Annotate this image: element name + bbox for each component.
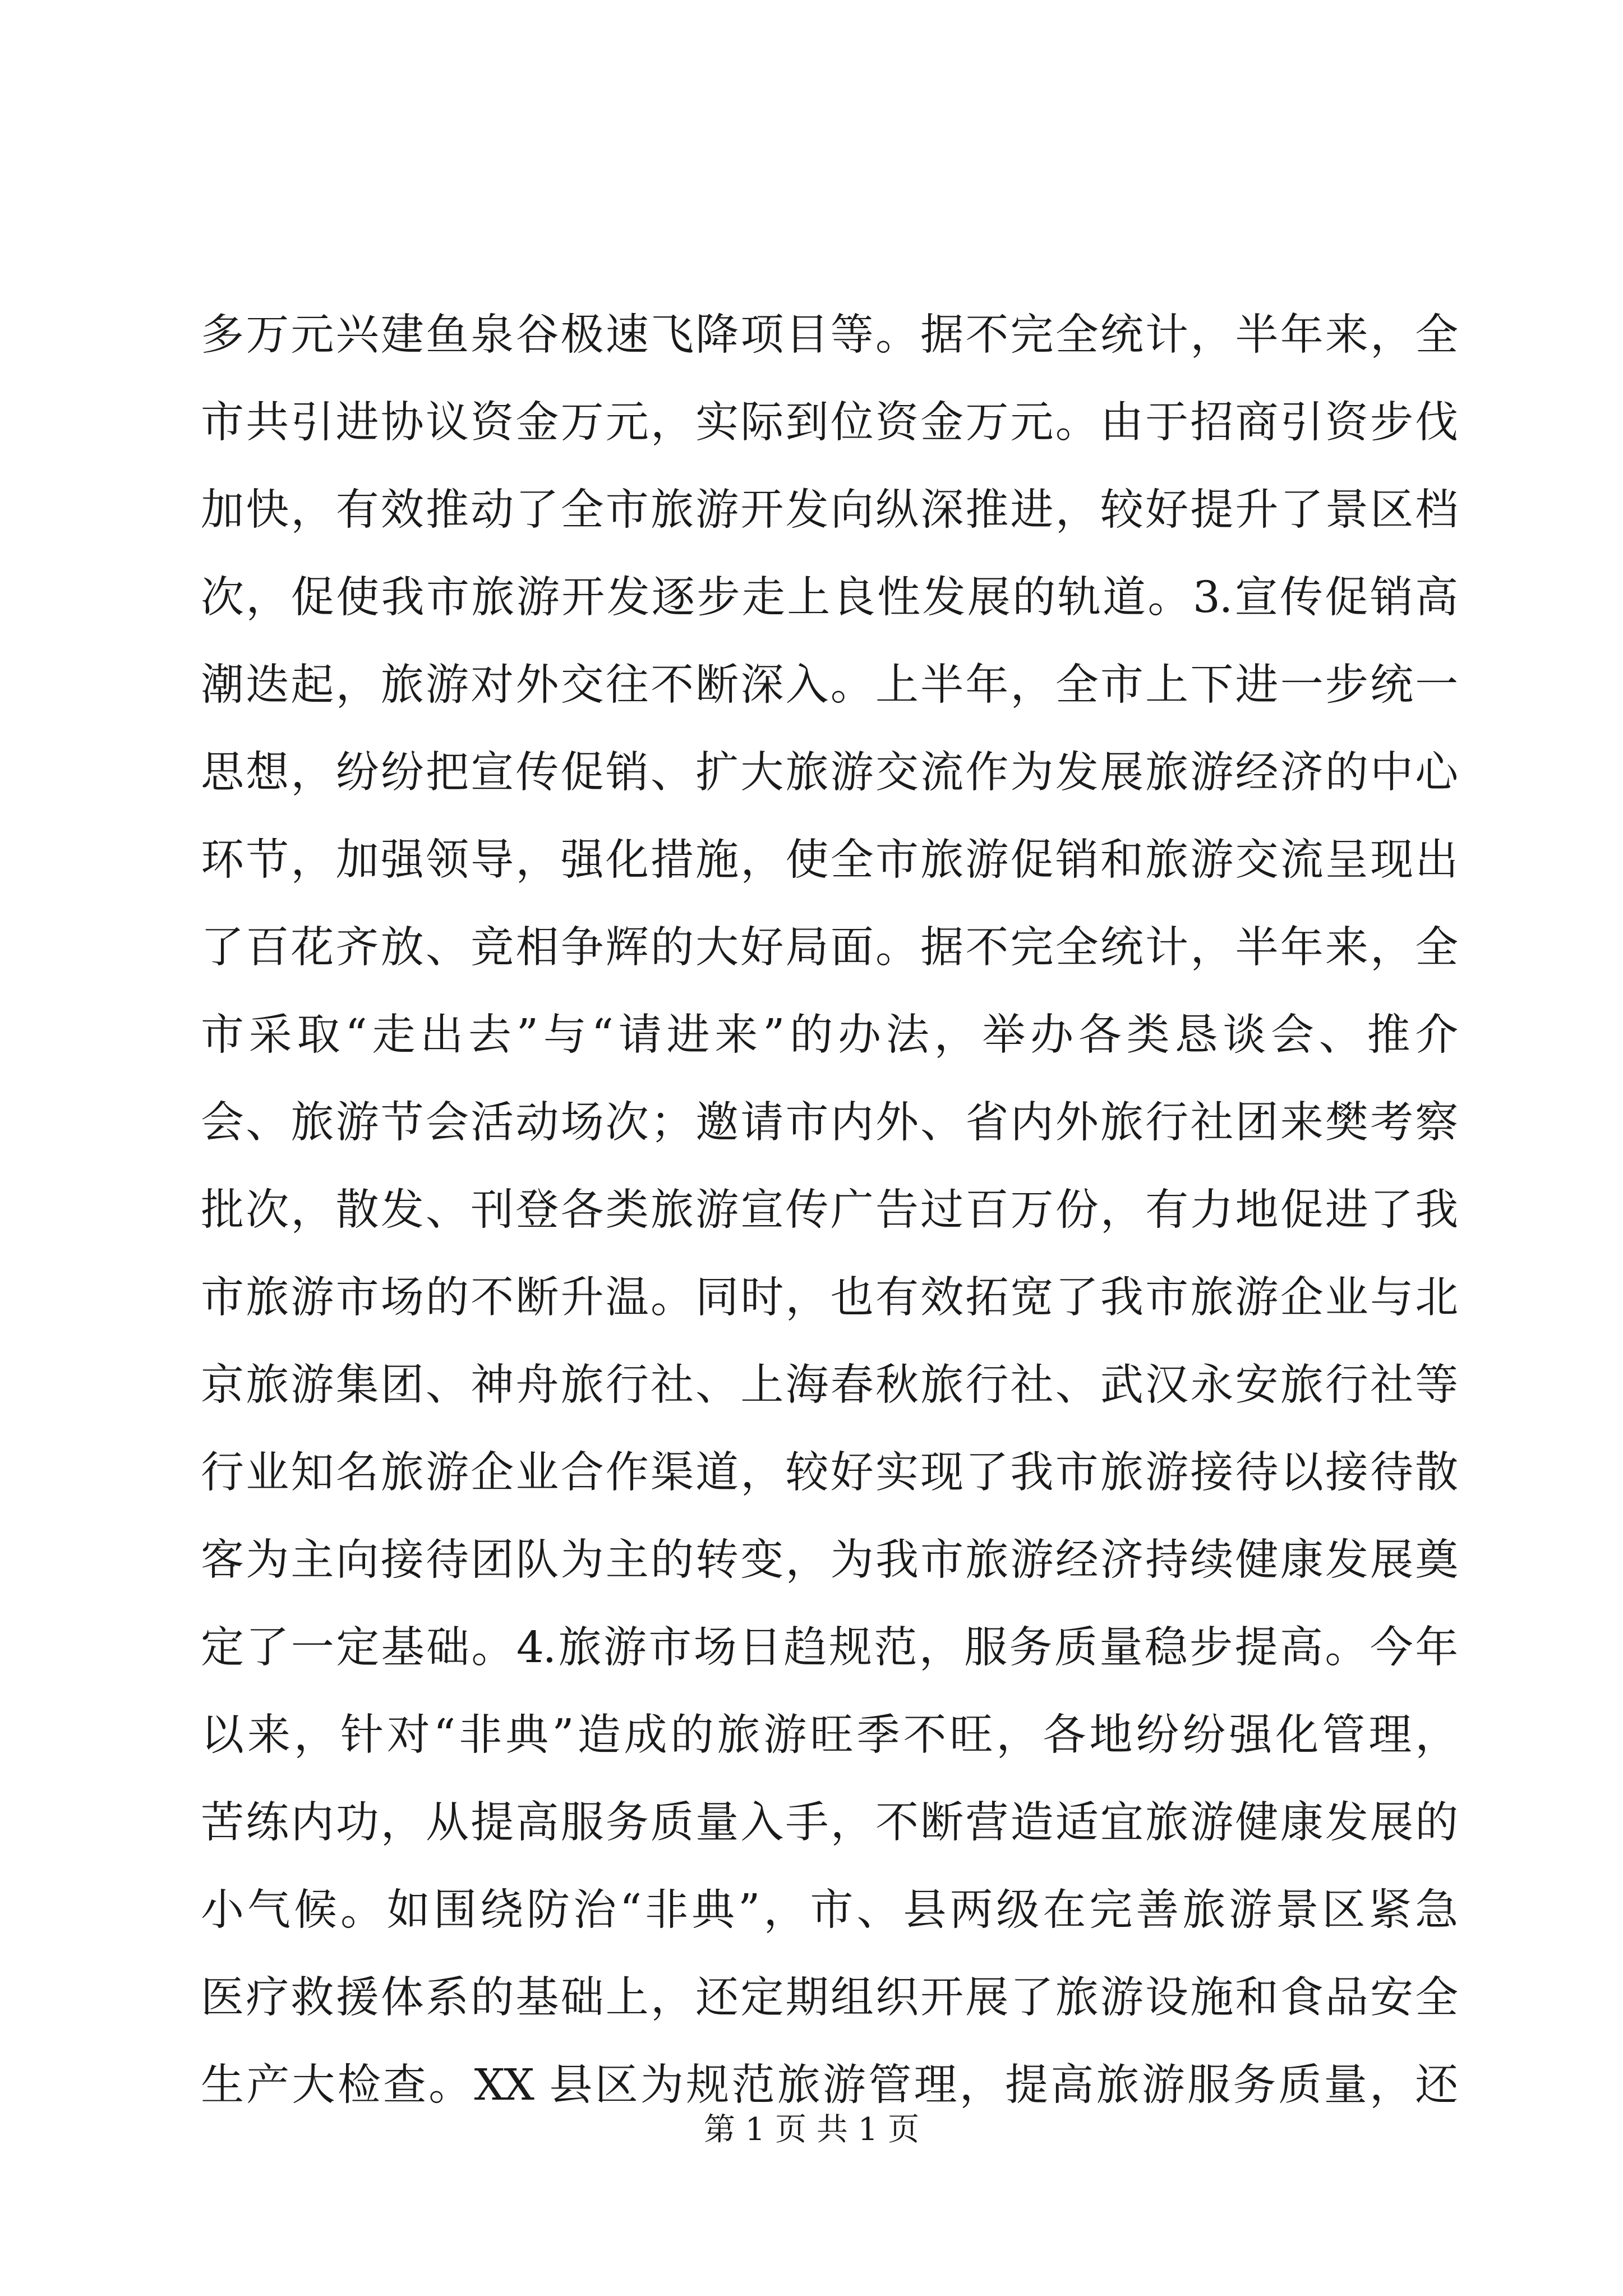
text-line: 以来，针对“非典”造成的旅游旺季不旺，各地纷纷强化管理，	[201, 1710, 1457, 1760]
text-line: 苦练内功，从提高服务质量入手，不断营造适宜旅游健康发展的	[201, 1798, 1457, 1848]
text-line: 市共引进协议资金万元，实际到位资金万元。由于招商引资步伐	[201, 398, 1457, 448]
text-line: 会、旅游节会活动场次；邀请市内外、省内外旅行社团来樊考察	[201, 1098, 1457, 1148]
text-line: 京旅游集团、神舟旅行社、上海春秋旅行社、武汉永安旅行社等	[201, 1360, 1457, 1410]
text-line: 潮迭起，旅游对外交往不断深入。上半年，全市上下进一步统一	[201, 660, 1457, 710]
text-line: 客为主向接待团队为主的转变，为我市旅游经济持续健康发展奠	[201, 1535, 1457, 1585]
text-line: 定了一定基础。4.旅游市场日趋规范，服务质量稳步提高。今年	[201, 1623, 1457, 1673]
text-line: 小气候。如围绕防治“非典”，市、县两级在完善旅游景区紧急	[201, 1885, 1457, 1935]
text-line: 多万元兴建鱼泉谷极速飞降项目等。据不完全统计，半年来，全	[201, 310, 1457, 360]
text-line: 加快，有效推动了全市旅游开发向纵深推进，较好提升了景区档	[201, 485, 1457, 535]
page-footer: 第 1 页 共 1 页	[703, 2111, 920, 2148]
text-line: 了百花齐放、竞相争辉的大好局面。据不完全统计，半年来，全	[201, 923, 1457, 973]
text-line: 批次，散发、刊登各类旅游宣传广告过百万份，有力地促进了我	[201, 1185, 1457, 1235]
text-line: 市采取“走出去”与“请进来”的办法，举办各类恳谈会、推介	[201, 1010, 1457, 1060]
text-line: 生产大检查。XX 县区为规范旅游管理，提高旅游服务质量，还	[201, 2060, 1457, 2110]
text-line: 医疗救援体系的基础上，还定期组织开展了旅游设施和食品安全	[201, 1973, 1457, 2023]
text-line: 环节，加强领导，强化措施，使全市旅游促销和旅游交流呈现出	[201, 835, 1457, 885]
text-line: 次，促使我市旅游开发逐步走上良性发展的轨道。3.宣传促销高	[201, 573, 1457, 623]
text-line: 思想，纷纷把宣传促销、扩大旅游交流作为发展旅游经济的中心	[201, 748, 1457, 798]
text-line: 行业知名旅游企业合作渠道，较好实现了我市旅游接待以接待散	[201, 1448, 1457, 1498]
text-line: 市旅游市场的不断升温。同时，也有效拓宽了我市旅游企业与北	[201, 1273, 1457, 1323]
body-text	[201, 292, 1457, 2129]
